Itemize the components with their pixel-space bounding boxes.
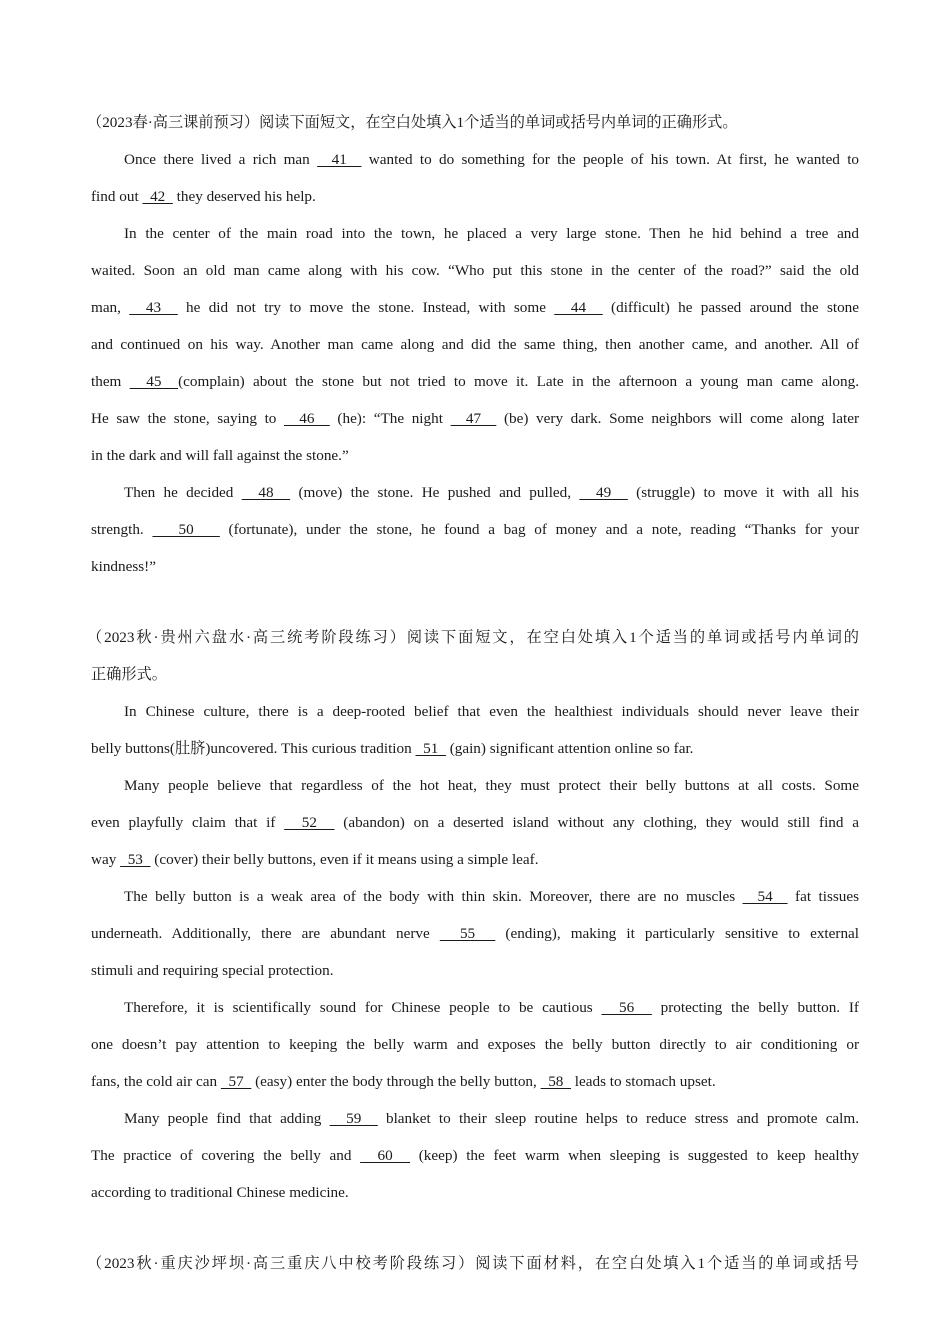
p2-para3-line3: stimuli and requiring special protection.	[91, 962, 334, 979]
blank-43[interactable]: 43	[129, 299, 178, 316]
blank-51[interactable]: 51	[415, 740, 446, 757]
blank-54[interactable]: 54	[742, 888, 788, 905]
p2-para3-line1: The belly button is a weak area of the body with thin skin. Moreover, there are no muscles 54 fat tissues	[124, 888, 860, 905]
document-page	[87, 104, 860, 1282]
blank-41[interactable]: 41	[317, 151, 362, 168]
section-spacer	[91, 585, 859, 619]
p1-para2-line6: He saw the stone, saying to 46 (he): “The night 47 (be) very dark. Some neighbors will come along later	[91, 410, 860, 427]
p2-para1-line2: belly buttons(肚脐)uncovered. This curious tradition 51 (gain) significant attention online so far.	[91, 740, 694, 757]
blank-48[interactable]: 48	[241, 484, 291, 501]
blank-60[interactable]: 60	[360, 1147, 411, 1164]
passage2-header-line1: （2023秋·贵州六盘水·高三统考阶段练习）阅读下面短文，在空白处填入1个适当的单词或括号内单词的	[87, 629, 859, 646]
blank-45[interactable]: 45	[129, 373, 179, 390]
blank-42[interactable]: 42	[142, 188, 173, 205]
blank-49[interactable]: 49	[579, 484, 628, 501]
p2-para3-line2: underneath. Additionally, there are abundant nerve 55 (ending), making it particularly sensitive to external	[91, 925, 859, 942]
section-spacer	[91, 1211, 859, 1245]
blank-47[interactable]: 47	[450, 410, 497, 427]
p2-para4-line2: one doesn’t pay attention to keeping the belly warm and exposes the belly button directly to air conditioning or	[91, 1036, 859, 1053]
p1-para3-line3: kindness!”	[91, 558, 156, 575]
p1-para2-line1: In the center of the main road into the town, he placed a very large stone. Then he hid behind a tree and	[124, 225, 859, 242]
p1-para2-line4: and continued on his way. Another man came along and did the same thing, then another came, and another. All of	[91, 336, 859, 353]
p2-para5-line2: The practice of covering the belly and 60 (keep) the feet warm when sleeping is suggested to keep healthy	[91, 1147, 859, 1164]
blank-52[interactable]: 52	[284, 814, 335, 831]
p2-para2-line3: way 53 (cover) their belly buttons, even if it means using a simple leaf.	[91, 851, 539, 868]
passage3-header-line1: （2023秋·重庆沙坪坝·高三重庆八中校考阶段练习）阅读下面材料，在空白处填入1个适当的单词或括号	[87, 1255, 859, 1272]
p1-para1-line2: find out 42 they deserved his help.	[91, 188, 316, 205]
p1-para3-line2: strength. 50 (fortunate), under the stone, he found a bag of money and a note, reading “Thanks for your	[91, 521, 860, 538]
blank-57[interactable]: 57	[220, 1073, 252, 1090]
blank-56[interactable]: 56	[601, 999, 652, 1016]
p1-para2-line2: waited. Soon an old man came along with his cow. “Who put this stone in the center of the road?” said the old	[91, 262, 859, 279]
p2-para1-line1: In Chinese culture, there is a deep-rooted belief that even the healthiest individuals should never leave their	[124, 703, 859, 720]
blank-55[interactable]: 55	[439, 925, 496, 942]
passage1-header: （2023春·高三课前预习）阅读下面短文，在空白处填入1个适当的单词或括号内单词的正确形式。	[87, 114, 738, 131]
p2-para2-line1: Many people believe that regardless of the hot heat, they must protect their belly buttons at all costs. Some	[124, 777, 859, 794]
passage2-header-line2: 正确形式。	[91, 666, 167, 683]
p2-para4-line1: Therefore, it is scientifically sound for Chinese people to be cautious 56 protecting the belly button. If	[124, 999, 859, 1016]
p1-para2-line7: in the dark and will fall against the stone.”	[91, 447, 349, 464]
p2-para4-line3: fans, the cold air can 57 (easy) enter the body through the belly button, 58 leads to stomach upset.	[91, 1073, 716, 1090]
p1-para2-line5: them 45 (complain) about the stone but not tried to move it. Late in the afternoon a young man came along.	[91, 373, 860, 390]
blank-44[interactable]: 44	[554, 299, 603, 316]
p1-para1-line1: Once there lived a rich man 41 wanted to do something for the people of his town. At first, he wanted to	[124, 151, 860, 168]
p2-para2-line2: even playfully claim that if 52 (abandon) on a deserted island without any clothing, they would still find a	[91, 814, 860, 831]
blank-53[interactable]: 53	[120, 851, 151, 868]
blank-58[interactable]: 58	[540, 1073, 571, 1090]
p1-para2-line3: man, 43 he did not try to move the stone. Instead, with some 44 (difficult) he passed around the stone	[91, 299, 860, 316]
p2-para5-line3: according to traditional Chinese medicine.	[91, 1184, 349, 1201]
blank-46[interactable]: 46	[284, 410, 330, 427]
p1-para3-line1: Then he decided 48 (move) the stone. He pushed and pulled, 49 (struggle) to move it with all his	[124, 484, 859, 501]
p2-para5-line1: Many people find that adding 59 blanket to their sleep routine helps to reduce stress and promote calm.	[124, 1110, 860, 1127]
blank-59[interactable]: 59	[329, 1110, 378, 1127]
blank-50[interactable]: 50	[152, 521, 220, 538]
